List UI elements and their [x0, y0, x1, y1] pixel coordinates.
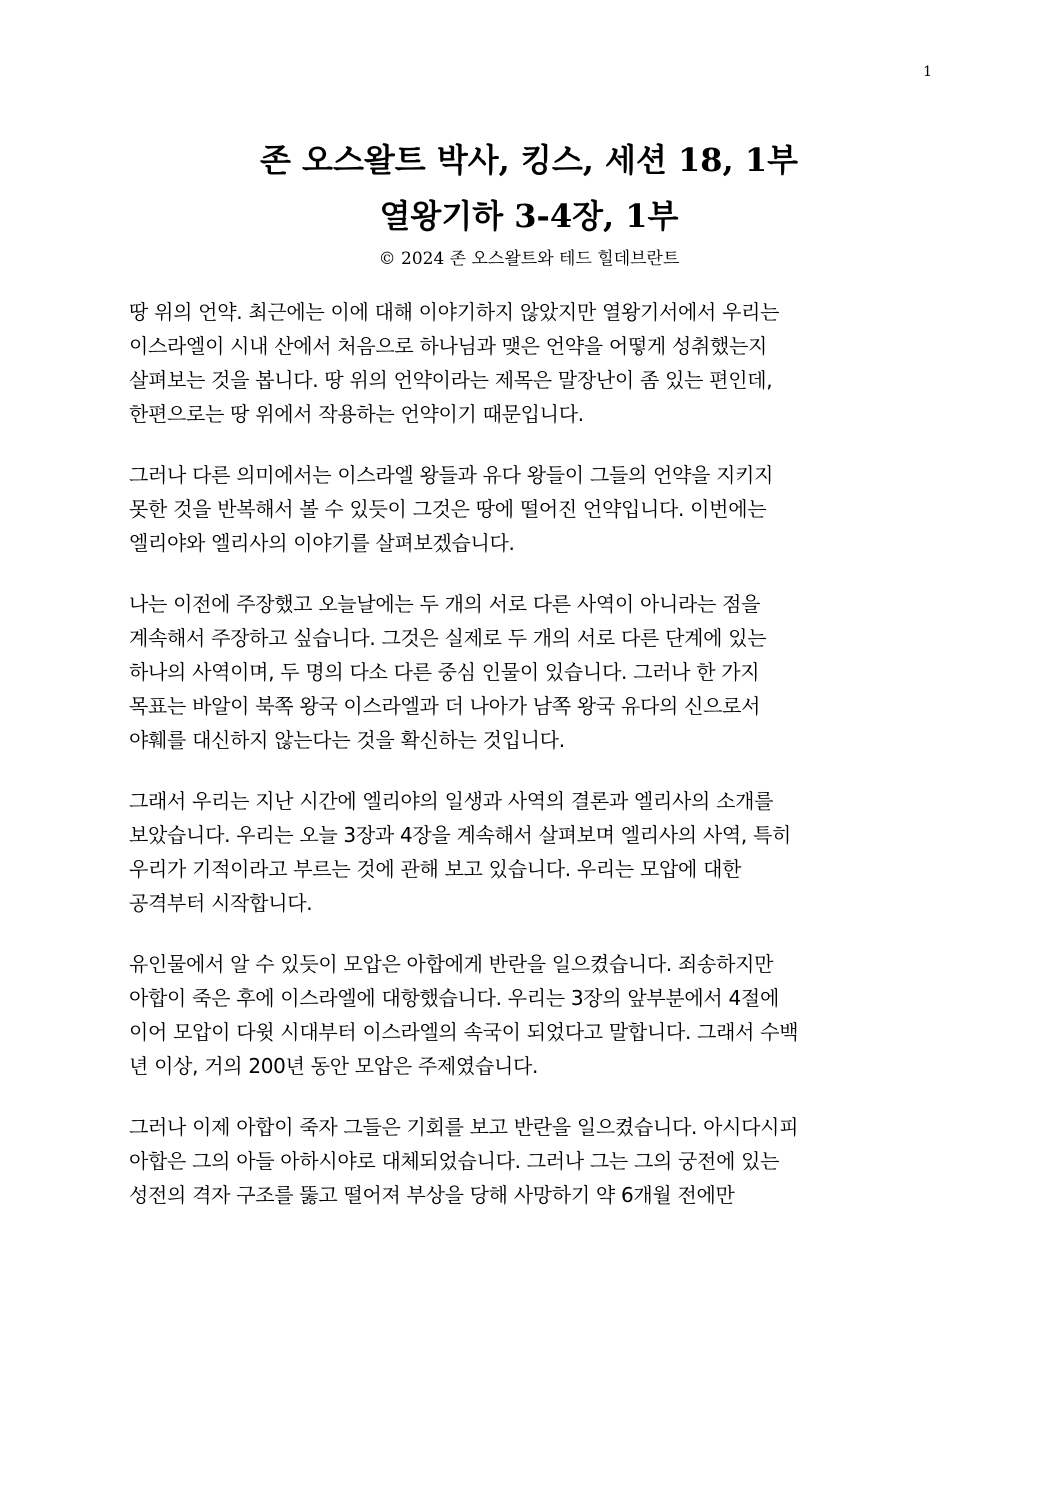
text-line: 엘리야와 엘리사의 이야기를 살펴보겠습니다.: [129, 531, 515, 555]
text-line: 계속해서 주장하고 싶습니다. 그것은 실제로 두 개의 서로 다른 단계에 있는: [129, 626, 767, 650]
text-line: 년 이상, 거의 200년 동안 모압은 주제였습니다.: [129, 1054, 539, 1078]
page-number: 1: [923, 64, 932, 80]
text-line: 성전의 격자 구조를 뚫고 떨어져 부상을 당해 사망하기 약 6개월 전에만: [129, 1183, 735, 1207]
text-line: 그래서 우리는 지난 시간에 엘리야의 일생과 사역의 결론과 엘리사의 소개를: [129, 789, 774, 813]
paragraph-1: [129, 295, 929, 431]
paragraph-3: [129, 587, 929, 757]
text-line: 그러나 이제 아합이 죽자 그들은 기회를 보고 반란을 일으켰습니다. 아시다시피: [129, 1115, 799, 1139]
text-line: 한편으로는 땅 위에서 작용하는 언약이기 때문입니다.: [129, 402, 584, 426]
text-line: 유인물에서 알 수 있듯이 모압은 아합에게 반란을 일으켰습니다. 죄송하지만: [129, 952, 774, 976]
text-line: 보았습니다. 우리는 오늘 3장과 4장을 계속해서 살펴보며 엘리사의 사역, 특히: [129, 823, 792, 847]
title-block: [0, 132, 1058, 272]
text-line: 아합은 그의 아들 아하시야로 대체되었습니다. 그러나 그는 그의 궁전에 있는: [129, 1149, 780, 1173]
text-line: 나는 이전에 주장했고 오늘날에는 두 개의 서로 다른 사역이 아니라는 점을: [129, 592, 761, 616]
text-line: 하나의 사역이며, 두 명의 다소 다른 중심 인물이 있습니다. 그러나 한 가지: [129, 660, 760, 684]
paragraph-2: [129, 458, 929, 560]
paragraph-4: [129, 784, 929, 920]
text-line: 공격부터 시작합니다.: [129, 891, 313, 915]
text-line: 그러나 다른 의미에서는 이스라엘 왕들과 유다 왕들이 그들의 언약을 지키지: [129, 463, 774, 487]
text-line: 이스라엘이 시내 산에서 처음으로 하나님과 맺은 언약을 어떻게 성취했는지: [129, 334, 768, 358]
text-line: 아합이 죽은 후에 이스라엘에 대항했습니다. 우리는 3장의 앞부분에서 4절에: [129, 986, 779, 1010]
text-line: 목표는 바알이 북쪽 왕국 이스라엘과 더 나아가 남쪽 왕국 유다의 신으로서: [129, 694, 761, 718]
text-line: 야훼를 대신하지 않는다는 것을 확신하는 것입니다.: [129, 728, 565, 752]
text-line: 못한 것을 반복해서 볼 수 있듯이 그것은 땅에 떨어진 언약입니다. 이번에는: [129, 497, 767, 521]
document-body: [129, 295, 929, 1239]
document-subtitle: 열왕기하 3-4장, 1부: [379, 197, 679, 235]
text-line: 이어 모압이 다윗 시대부터 이스라엘의 속국이 되었다고 말합니다. 그래서 수백: [129, 1020, 799, 1044]
paragraph-5: [129, 947, 929, 1083]
text-line: 살펴보는 것을 봅니다. 땅 위의 언약이라는 제목은 말장난이 좀 있는 편인데,: [129, 368, 773, 392]
text-line: 우리가 기적이라고 부르는 것에 관해 보고 있습니다. 우리는 모압에 대한: [129, 857, 742, 881]
text-line: 땅 위의 언약. 최근에는 이에 대해 이야기하지 않았지만 열왕기서에서 우리는: [129, 300, 780, 324]
copyright-notice: © 2024 존 오스왈트와 테드 힐데브란트: [378, 249, 680, 269]
document-title: 존 오스왈트 박사, 킹스, 세션 18, 1부: [259, 141, 798, 179]
paragraph-6: [129, 1110, 929, 1212]
